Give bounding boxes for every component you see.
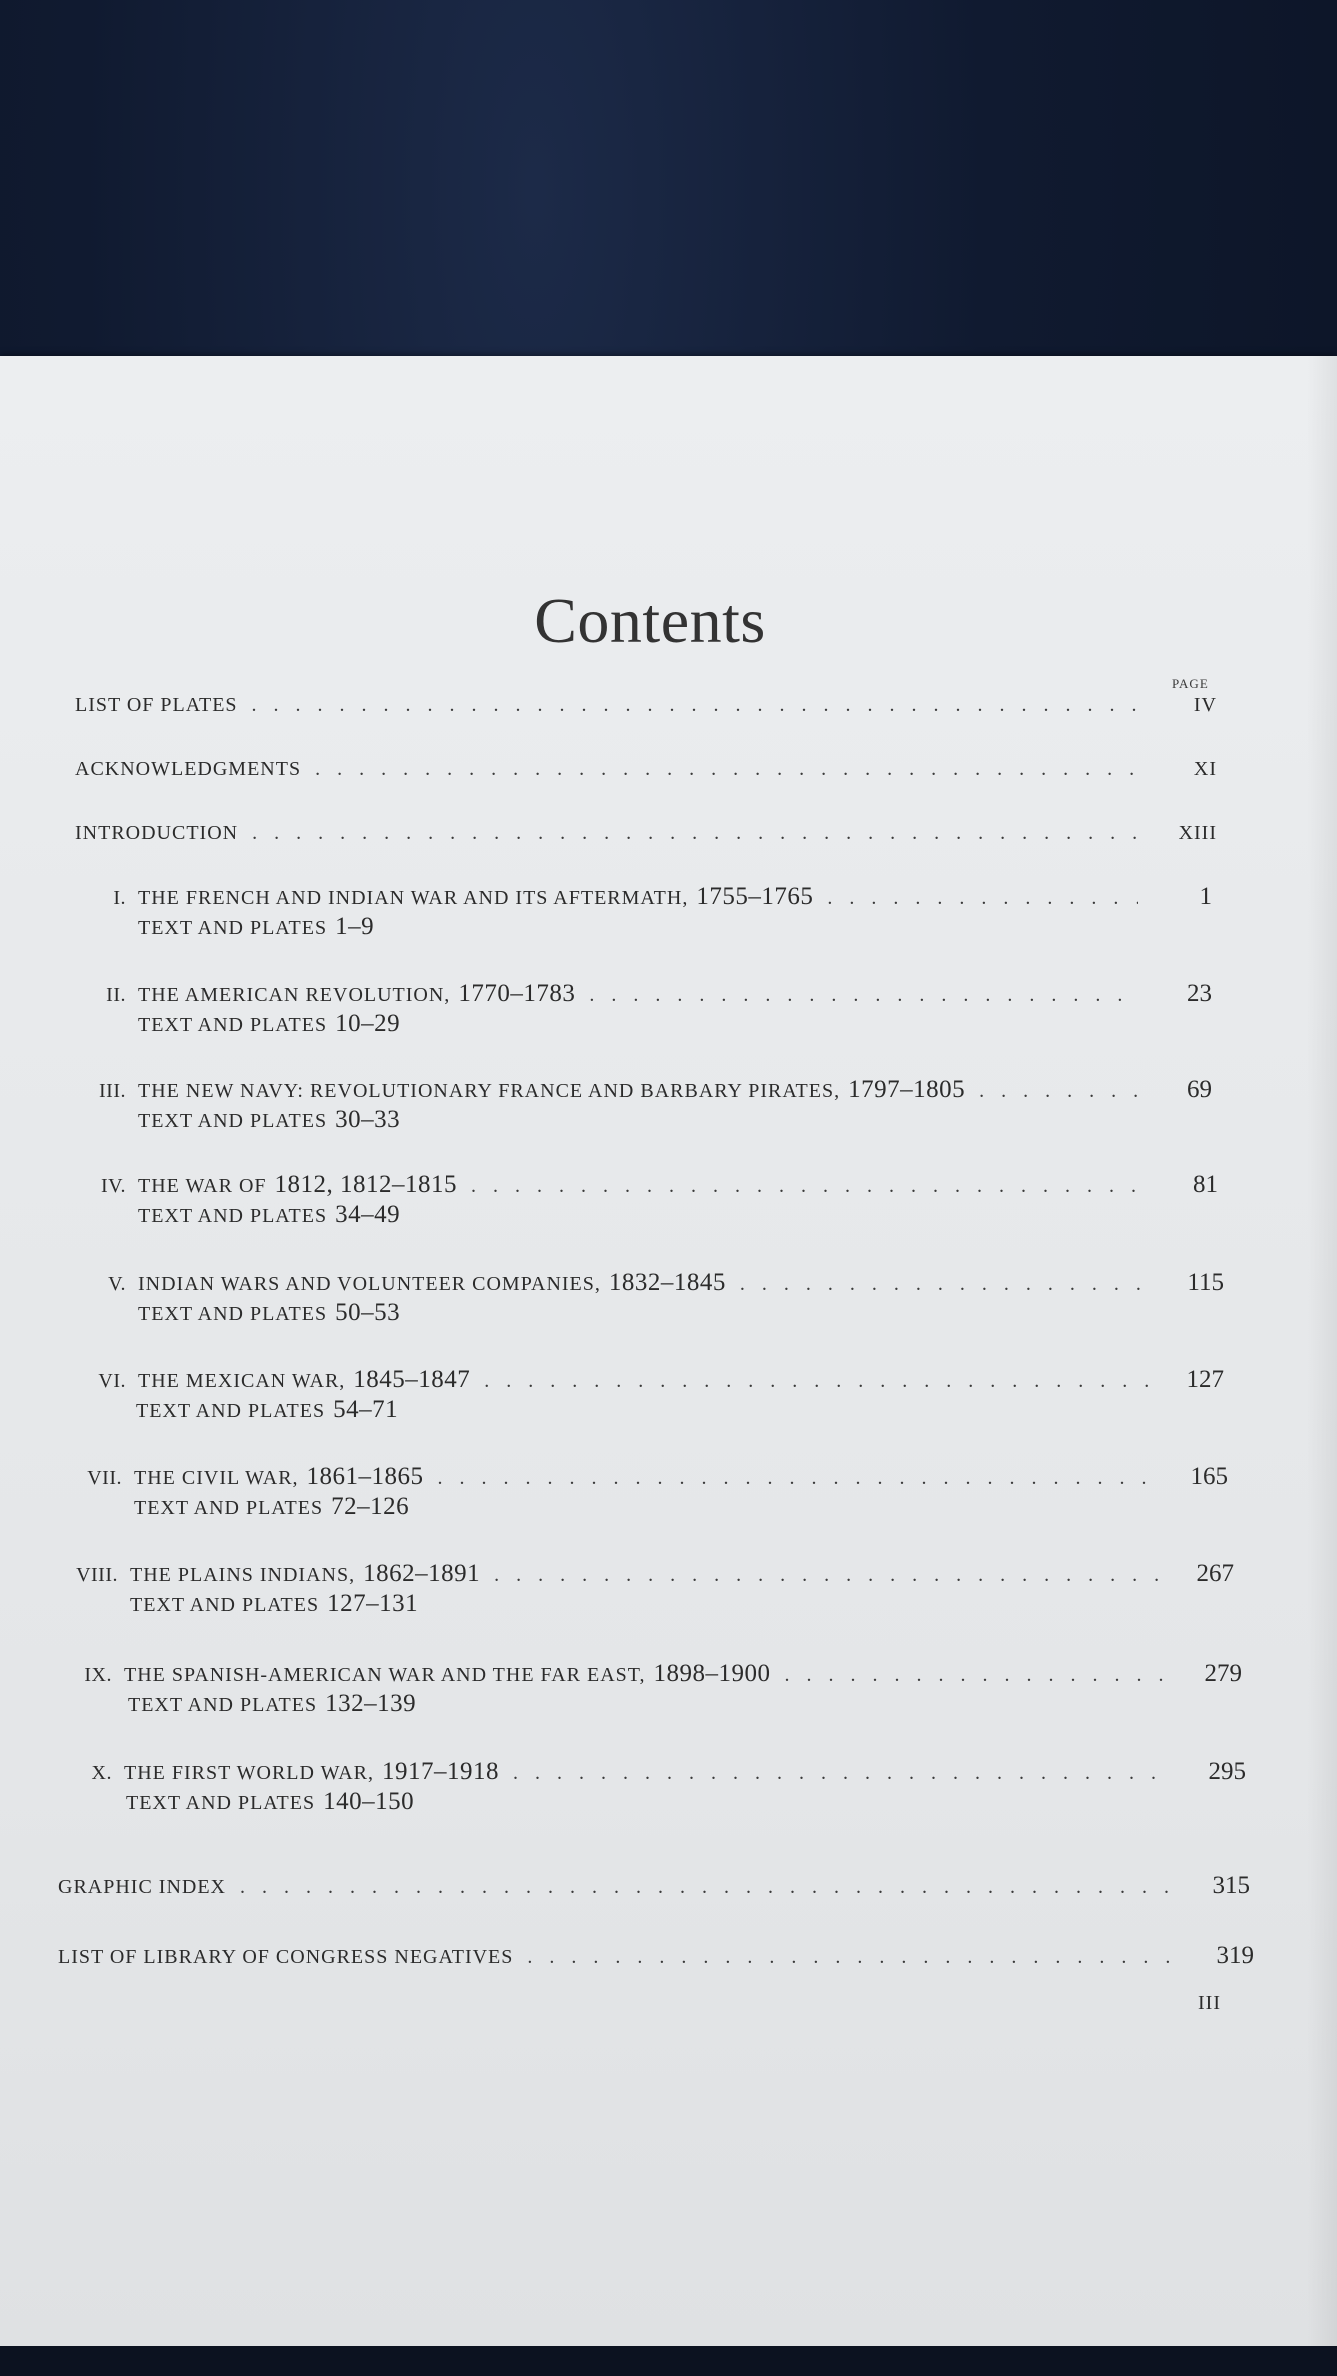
plates-label: TEXT AND PLATES [138,1205,328,1227]
toc-chapter-4[interactable] [56,1171,1218,1229]
chapter-title: THE MEXICAN WAR, [138,1370,346,1392]
plates-range: 34–49 [335,1201,401,1228]
chapter-numeral: IV. [100,1175,126,1197]
chapter-plates [130,1590,1234,1618]
chapter-plates [136,1396,1224,1424]
chapter-plates [126,1788,1246,1816]
chapter-page: 295 [1208,1758,1246,1785]
toc-entry-label: INTRODUCTION [75,822,239,844]
toc-entry-acknowledgments[interactable] [75,758,1217,781]
plates-range: 50–53 [335,1299,401,1326]
dot-leader [315,758,1143,781]
dot-leader [979,1080,1138,1103]
chapter-dates: 1898–1900 [653,1660,771,1687]
dot-leader [471,1175,1144,1198]
dot-leader [785,1664,1169,1687]
plates-range: 1–9 [335,913,375,940]
toc-entry-page: 315 [1212,1872,1250,1899]
page-edge-shadow [1307,356,1337,2346]
plates-label: TEXT AND PLATES [138,1014,328,1036]
chapter-plates [138,913,1212,941]
plates-label: TEXT AND PLATES [128,1694,318,1716]
chapter-page: 69 [1187,1076,1212,1103]
plates-label: TEXT AND PLATES [138,1110,328,1132]
bottom-shadow [0,2346,1337,2376]
toc-chapter-2[interactable] [60,980,1212,1038]
chapter-dates: 1770–1783 [458,980,576,1007]
chapter-dates: 1861–1865 [306,1463,424,1490]
chapter-page: 115 [1187,1269,1224,1296]
chapter-dates: 1797–1805 [848,1076,966,1103]
chapter-title: THE FRENCH AND INDIAN WAR AND ITS AFTERMATH, [138,887,689,909]
dot-leader [252,822,1143,845]
toc-entry-graphic-index[interactable] [58,1872,1250,1900]
toc-entry-introduction[interactable] [75,822,1217,845]
plates-range: 54–71 [333,1396,399,1423]
chapter-numeral: III. [99,1080,126,1102]
toc-chapter-10[interactable] [46,1758,1246,1816]
chapter-title: THE PLAINS INDIANS, [130,1564,356,1586]
chapter-page: 81 [1193,1171,1218,1198]
chapter-page: 23 [1187,980,1212,1007]
page-column-label: PAGE [1172,676,1209,691]
chapter-plates [128,1690,1242,1718]
toc-entry-label: GRAPHIC INDEX [58,1876,226,1898]
chapter-title: THE SPANISH-AMERICAN WAR AND THE FAR EAST, [124,1664,646,1686]
chapter-plates [138,1201,1218,1229]
toc-chapter-6[interactable] [56,1366,1224,1424]
chapter-numeral: I. [113,887,126,909]
chapter-numeral: II. [106,984,126,1006]
chapter-dates: 1845–1847 [353,1366,471,1393]
dot-leader [513,1762,1172,1785]
chapter-page: 1 [1199,883,1212,910]
chapter-plates [138,1299,1224,1327]
chapter-numeral: VI. [98,1370,126,1392]
plates-range: 72–126 [331,1493,410,1520]
chapter-dates: 1755–1765 [696,883,814,910]
toc-entry-label: LIST OF PLATES [75,694,238,716]
toc-entry-page: XI [1193,758,1217,780]
chapter-page: 279 [1204,1660,1242,1687]
book-page [0,356,1337,2346]
plates-label: TEXT AND PLATES [136,1400,326,1422]
page-title: Contents [534,585,766,656]
plates-label: TEXT AND PLATES [138,1303,328,1325]
chapter-numeral: VII. [87,1467,122,1489]
chapter-plates [138,1010,1212,1038]
chapter-title: INDIAN WARS AND VOLUNTEER COMPANIES, [138,1273,601,1295]
dot-leader [252,694,1143,717]
dot-leader [740,1273,1150,1296]
chapter-dates: 1812, 1812–1815 [274,1171,458,1198]
chapter-numeral: VIII. [76,1564,118,1586]
chapter-numeral: V. [108,1273,126,1295]
dot-leader [827,887,1138,910]
toc-entry-label: ACKNOWLEDGMENTS [75,758,302,780]
toc-chapter-8[interactable] [44,1560,1234,1618]
toc-entry-lc-negatives[interactable] [58,1942,1254,1970]
page-folio: III [1198,1992,1221,2014]
plates-range: 140–150 [323,1788,415,1815]
chapter-title: THE WAR OF [138,1175,267,1197]
dot-leader [484,1370,1150,1393]
chapter-page: 267 [1196,1560,1234,1587]
dot-leader [494,1564,1160,1587]
chapter-numeral: IX. [84,1664,112,1686]
plates-range: 127–131 [327,1590,419,1617]
dot-leader [589,984,1138,1007]
plates-label: TEXT AND PLATES [126,1792,316,1814]
chapter-dates: 1832–1845 [608,1269,726,1296]
chapter-page: 165 [1190,1463,1228,1490]
dot-leader [527,1946,1180,1969]
plates-label: TEXT AND PLATES [138,917,328,939]
chapter-plates [138,1106,1212,1134]
chapter-plates [134,1493,1228,1521]
chapter-dates: 1917–1918 [382,1758,500,1785]
chapter-page: 127 [1186,1366,1224,1393]
plates-range: 30–33 [335,1106,401,1133]
toc-chapter-5[interactable] [56,1269,1224,1327]
toc-chapter-7[interactable] [50,1463,1228,1521]
plates-range: 132–139 [325,1690,417,1717]
toc-entry-list-of-plates[interactable] [75,694,1217,717]
dot-leader [438,1467,1154,1490]
chapter-title: THE NEW NAVY: REVOLUTIONARY FRANCE AND BARBARY PIRATES, [138,1080,841,1102]
toc-entry-page: IV [1193,694,1217,716]
toc-chapter-1[interactable] [60,883,1212,941]
toc-chapter-9[interactable] [46,1660,1242,1718]
chapter-numeral: X. [91,1762,112,1784]
plates-label: TEXT AND PLATES [130,1594,320,1616]
chapter-title: THE CIVIL WAR, [134,1467,299,1489]
chapter-title: THE FIRST WORLD WAR, [124,1762,375,1784]
plates-range: 10–29 [335,1010,401,1037]
toc-entry-label: LIST OF LIBRARY OF CONGRESS NEGATIVES [58,1946,514,1968]
chapter-title: THE AMERICAN REVOLUTION, [138,984,451,1006]
toc-entry-page: 319 [1216,1942,1254,1969]
toc-entry-page: XIII [1178,822,1217,844]
dot-leader [240,1876,1176,1899]
chapter-dates: 1862–1891 [363,1560,481,1587]
toc-chapter-3[interactable] [60,1076,1212,1134]
plates-label: TEXT AND PLATES [134,1497,324,1519]
